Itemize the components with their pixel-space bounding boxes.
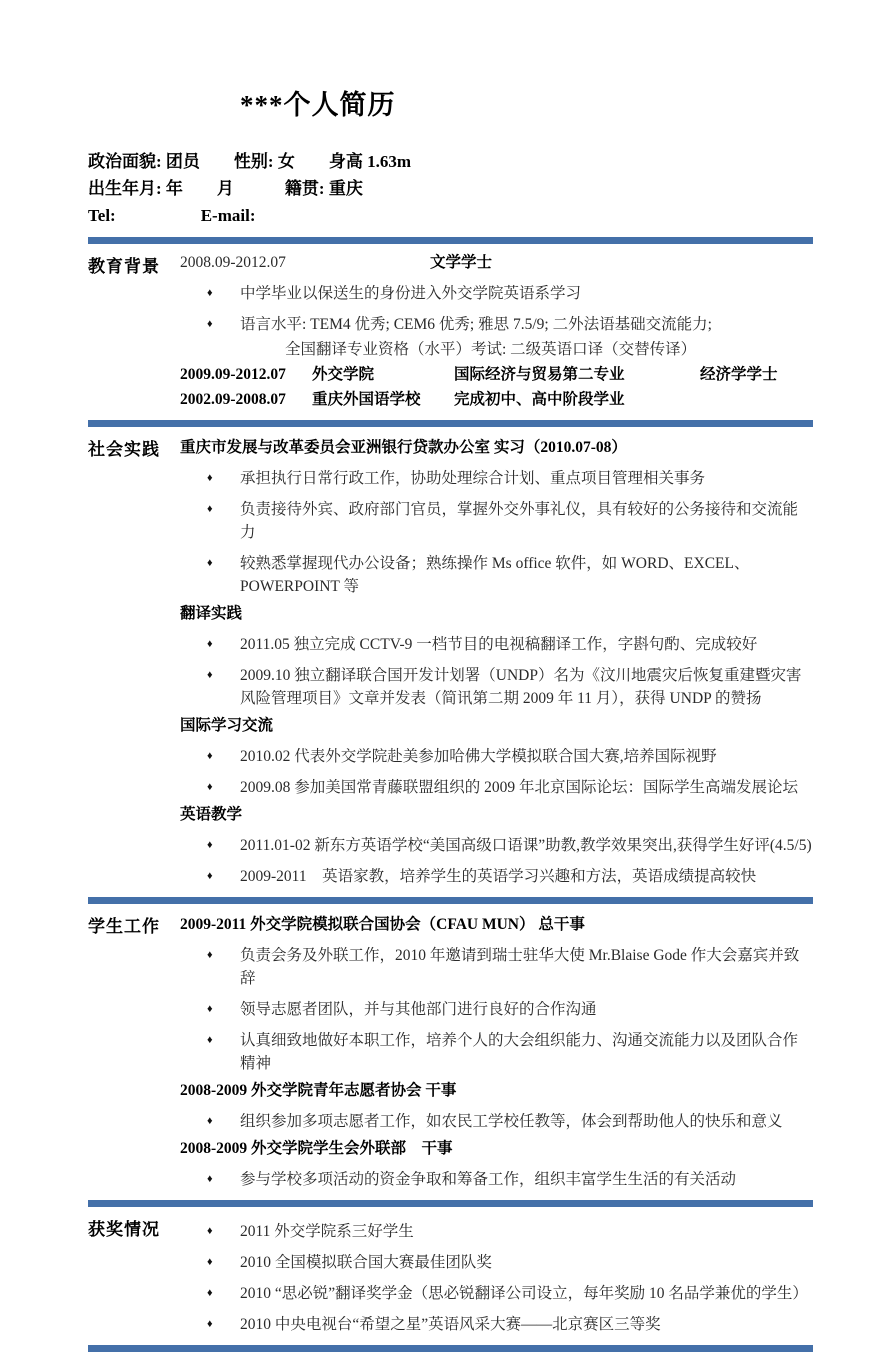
bullet-text: 2011 外交学院系三好学生 (240, 1223, 414, 1240)
content-heading: 翻译实践 (180, 605, 243, 622)
bullet-item (180, 865, 813, 888)
edu-cell-school: 外交学院 (312, 366, 375, 383)
education-row (180, 251, 813, 274)
bullet-text: 2010 中央电视台“希望之星”英语风采大赛——北京赛区三等奖 (240, 1316, 661, 1333)
diamond-bullet-icon: ♦ (207, 781, 213, 793)
section-label-social-practice: 社会实践 (88, 440, 160, 459)
content-heading: 国际学习交流 (180, 717, 274, 734)
education-row (180, 363, 813, 386)
section-content (180, 432, 813, 888)
bullet-item (180, 552, 813, 598)
bullet-item (180, 944, 813, 990)
bullet-text: 负责接待外宾、政府部门官员，掌握外交外事礼仪，具有较好的公务接待和交流能力 (240, 501, 799, 541)
bullet-item (180, 1110, 813, 1133)
diamond-bullet-icon: ♦ (207, 669, 213, 681)
edu-cell-date: 2009.09-2012.07 (180, 366, 286, 383)
bullet-item (180, 313, 813, 336)
bullet-text: 2010 “思必锐”翻译奖学金（思必锐翻译公司设立，每年奖励 10 名品学兼优的学生） (240, 1285, 808, 1302)
resume-sections (88, 237, 813, 1352)
bullet-text: 负责会务及外联工作，2010 年邀请到瑞士驻华大使 Mr.Blaise Gode 作大会嘉宾并致辞 (240, 947, 800, 987)
section-divider (88, 1200, 813, 1207)
diamond-bullet-icon: ♦ (207, 1003, 213, 1015)
bullet-text: 2009.10 独立翻译联合国开发计划署（UNDP）名为《汶川地震灾后恢复重建暨灾害风险管理项目》文章并发表（简讯第二期 2009 年 11 月），获得 UNDP 的赞扬 (240, 667, 802, 707)
diamond-bullet-icon: ♦ (207, 1287, 213, 1299)
diamond-bullet-icon: ♦ (207, 1115, 213, 1127)
content-heading: 重庆市发展与改革委员会亚洲银行贷款办公室 实习（2010.07-08） (180, 439, 627, 456)
diamond-bullet-icon: ♦ (207, 1256, 213, 1268)
diamond-bullet-icon: ♦ (207, 1034, 213, 1046)
personal-info-line: 政治面貌: 团员 性别: 女 身高 1.63m (88, 152, 411, 171)
section-divider (88, 897, 813, 904)
edu-cell-major: 国际经济与贸易第二专业 (454, 366, 625, 383)
bullet-item (180, 1029, 813, 1075)
diamond-bullet-icon: ♦ (207, 750, 213, 762)
diamond-bullet-icon: ♦ (207, 472, 213, 484)
section-awards (88, 1207, 813, 1345)
diamond-bullet-icon: ♦ (207, 638, 213, 650)
section-divider (88, 1345, 813, 1352)
bullet-item (180, 467, 813, 490)
content-heading: 英语教学 (180, 806, 243, 823)
bullet-item (180, 745, 813, 768)
bullet-text: 语言水平: TEM4 优秀; CEM6 优秀; 雅思 7.5/9; 二外法语基础交流能力; (240, 316, 712, 333)
bullet-item (180, 664, 813, 710)
section-label-education: 教育背景 (88, 257, 160, 276)
section-social-practice (88, 427, 813, 897)
bullet-text: 2011.05 独立完成 CCTV-9 一档节目的电视稿翻译工作，字斟句酌、完成较好 (240, 636, 758, 653)
diamond-bullet-icon: ♦ (207, 318, 213, 330)
bullet-text: 中学毕业以保送生的身份进入外交学院英语系学习 (240, 285, 582, 302)
bullet-text: 较熟悉掌握现代办公设备；熟练操作 Ms office 软件，如 WORD、EXCEL、POWERPOINT 等 (240, 555, 750, 595)
diamond-bullet-icon: ♦ (207, 503, 213, 515)
diamond-bullet-icon: ♦ (207, 1318, 213, 1330)
section-student-work (88, 904, 813, 1200)
bullet-item (180, 834, 813, 857)
diamond-bullet-icon: ♦ (207, 870, 213, 882)
bullet-text: 2009-2011 英语家教，培养学生的英语学习兴趣和方法，英语成绩提高较快 (240, 868, 757, 885)
bullet-item (180, 1168, 813, 1191)
bullet-text: 承担执行日常行政工作，协助处理综合计划、重点项目管理相关事务 (240, 470, 706, 487)
personal-info-line: 出生年月: 年 月 籍贯: 重庆 (88, 179, 363, 198)
diamond-bullet-icon: ♦ (207, 1225, 213, 1237)
bullet-text: 2010 全国模拟联合国大赛最佳团队奖 (240, 1254, 492, 1271)
diamond-bullet-icon: ♦ (207, 839, 213, 851)
diamond-bullet-icon: ♦ (207, 557, 213, 569)
bullet-text: 领导志愿者团队，并与其他部门进行良好的合作沟通 (240, 1001, 597, 1018)
edu-cell-school: 重庆外国语学校 (312, 391, 421, 408)
bullet-item (180, 1313, 813, 1336)
bullet-text: 认真细致地做好本职工作，培养个人的大会组织能力、沟通交流能力以及团队合作精神 (240, 1032, 799, 1072)
diamond-bullet-icon: ♦ (207, 287, 213, 299)
edu-cell-degree: 文学学士 (430, 254, 493, 271)
section-label-student-work: 学生工作 (88, 917, 160, 936)
section-content (180, 249, 813, 411)
content-heading: 2008-2009 外交学院学生会外联部 干事 (180, 1140, 453, 1157)
section-divider (88, 237, 813, 244)
diamond-bullet-icon: ♦ (207, 949, 213, 961)
section-education (88, 244, 813, 420)
bullet-text: 组织参加多项志愿者工作，如农民工学校任教等，体会到帮助他人的快乐和意义 (240, 1113, 783, 1130)
bullet-item (180, 498, 813, 544)
bullet-text: 2009.08 参加美国常青藤联盟组织的 2009 年北京国际论坛：国际学生高端发展论坛 (240, 779, 799, 796)
bullet-item (180, 998, 813, 1021)
bullet-item (180, 1220, 813, 1243)
content-heading: 2008-2009 外交学院青年志愿者协会 干事 (180, 1082, 457, 1099)
resume-title: ***个人简历 (240, 90, 396, 120)
bullet-item (180, 776, 813, 799)
content-heading: 2009-2011 外交学院模拟联合国协会（CFAU MUN） 总干事 (180, 916, 585, 933)
section-content (180, 1212, 813, 1336)
bullet-item (180, 1282, 813, 1305)
bullet-text: 2011.01-02 新东方英语学校“美国高级口语课”助教,教学效果突出,获得学生好评(4.5/5) (240, 837, 812, 854)
diamond-bullet-icon: ♦ (207, 1173, 213, 1185)
section-content (180, 909, 813, 1191)
bullet-item (180, 633, 813, 656)
bullet-text: 参与学校多项活动的资金争取和筹备工作，组织丰富学生生活的有关活动 (240, 1171, 737, 1188)
education-row (180, 388, 813, 411)
bullet-text: 2010.02 代表外交学院赴美参加哈佛大学模拟联合国大赛,培养国际视野 (240, 748, 717, 765)
edu-cell-major: 完成初中、高中阶段学业 (454, 391, 625, 408)
bullet-item (180, 282, 813, 305)
edu-cell-date: 2002.09-2008.07 (180, 391, 286, 408)
edu-cell-degree: 经济学学士 (700, 366, 778, 383)
indented-line: 全国翻译专业资格（水平）考试: 二级英语口译（交替传译） (285, 341, 697, 358)
personal-info (88, 148, 813, 229)
personal-info-line: Tel: E-mail: (88, 206, 256, 225)
edu-cell-date-wide: 2008.09-2012.07 (180, 254, 286, 271)
section-label-awards: 获奖情况 (88, 1220, 160, 1239)
section-divider (88, 420, 813, 427)
